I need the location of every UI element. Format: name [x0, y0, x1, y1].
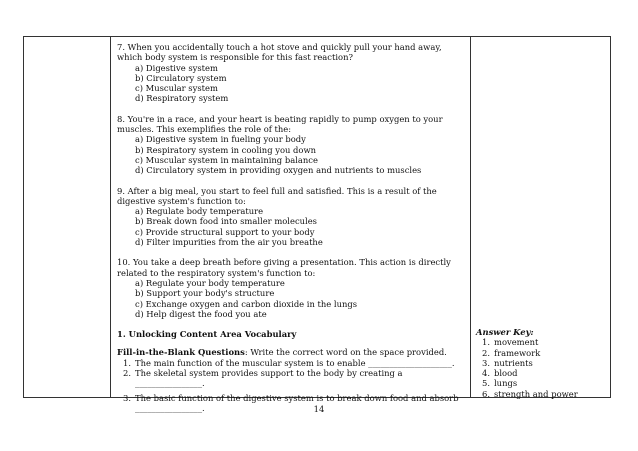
question-text: 8. You're in a race, and your heart is beating rapidly to pump oxygen to your muscles. This exemplifies the role of the:: [117, 113, 443, 135]
fill-in-blank-label: Fill-in-the-Blank Questions: [117, 347, 245, 358]
option: d) Filter impurities from the air you breathe: [135, 237, 323, 248]
item-number: 2.: [482, 347, 490, 358]
answer-key-list: [476, 337, 606, 399]
answer-text: blood: [494, 368, 518, 379]
vocabulary-section-title: 1. Unlocking Content Area Vocabulary: [117, 329, 297, 340]
question-9: [117, 186, 465, 248]
list-item: [476, 378, 606, 388]
question-10: [117, 257, 465, 319]
list-item: [476, 337, 606, 347]
option: d) Circulatory system in providing oxygen and nutrients to muscles: [135, 165, 422, 176]
option: b) Support your body's structure: [135, 288, 275, 299]
item-number: 5.: [482, 378, 490, 389]
option: a) Digestive system in fueling your body: [135, 134, 306, 145]
item-text: The skeletal system provides support to the body by creating a ________________.: [135, 368, 403, 389]
list-item: [476, 389, 606, 399]
answer-text: lungs: [494, 378, 518, 389]
option: b) Respiratory system in cooling you down: [135, 144, 317, 155]
main-column: [117, 42, 465, 413]
option-list: [117, 278, 465, 319]
question-text: 10. You take a deep breath before giving a presentation. This action is directly related to the respiratory system's function to:: [117, 257, 451, 278]
item-number: 1.: [123, 357, 131, 368]
option: b) Circulatory system: [135, 72, 227, 83]
option-list: [117, 63, 465, 104]
column-divider-left: [110, 37, 111, 397]
option-list: [117, 134, 465, 175]
list-item: [117, 368, 465, 389]
item-number: 2.: [123, 368, 131, 379]
item-text: The main function of the muscular system is to enable ____________________.: [135, 357, 455, 368]
list-item: [117, 358, 465, 368]
item-number: 4.: [482, 368, 490, 379]
option-list: [117, 206, 465, 247]
option: a) Digestive system: [135, 62, 218, 73]
column-divider-right: [470, 37, 471, 397]
item-number: 1.: [482, 337, 490, 348]
item-number: 3.: [123, 392, 131, 403]
question-8: [117, 114, 465, 176]
list-item: [476, 368, 606, 378]
question-7: [117, 42, 465, 104]
answer-text: strength and power: [494, 388, 578, 399]
answer-key-title: Answer Key:: [476, 327, 534, 337]
item-text: The basic function of the digestive system is to break down food and absorb ________________.: [135, 392, 459, 413]
question-text: 7. When you accidentally touch a hot stove and quickly pull your hand away, which body system is responsible for this fast reaction?: [117, 42, 442, 63]
answer-text: framework: [494, 347, 541, 358]
question-text: 9. After a big meal, you start to feel full and satisfied. This is a result of the digestive system's function to:: [117, 185, 437, 206]
option: c) Exchange oxygen and carbon dioxide in the lungs: [135, 298, 358, 309]
option: d) Help digest the food you ate: [135, 308, 267, 319]
list-item: [476, 348, 606, 358]
option: d) Respiratory system: [135, 93, 229, 104]
option: c) Muscular system: [135, 83, 218, 94]
option: b) Break down food into smaller molecules: [135, 216, 317, 227]
answer-key-panel: [476, 327, 606, 399]
option: a) Regulate your body temperature: [135, 277, 285, 288]
option: c) Muscular system in maintaining balance: [135, 154, 318, 165]
item-number: 6.: [482, 388, 490, 399]
fill-in-blank-instruction: : Write the correct word on the space provided.: [244, 347, 447, 358]
answer-text: nutrients: [494, 357, 533, 368]
answer-text: movement: [494, 337, 539, 348]
item-number: 3.: [482, 357, 490, 368]
option: c) Provide structural support to your body: [135, 226, 315, 237]
option: a) Regulate body temperature: [135, 206, 264, 217]
fill-in-blank-heading: [117, 347, 465, 357]
page-number: 14: [313, 404, 325, 414]
list-item: [476, 358, 606, 368]
